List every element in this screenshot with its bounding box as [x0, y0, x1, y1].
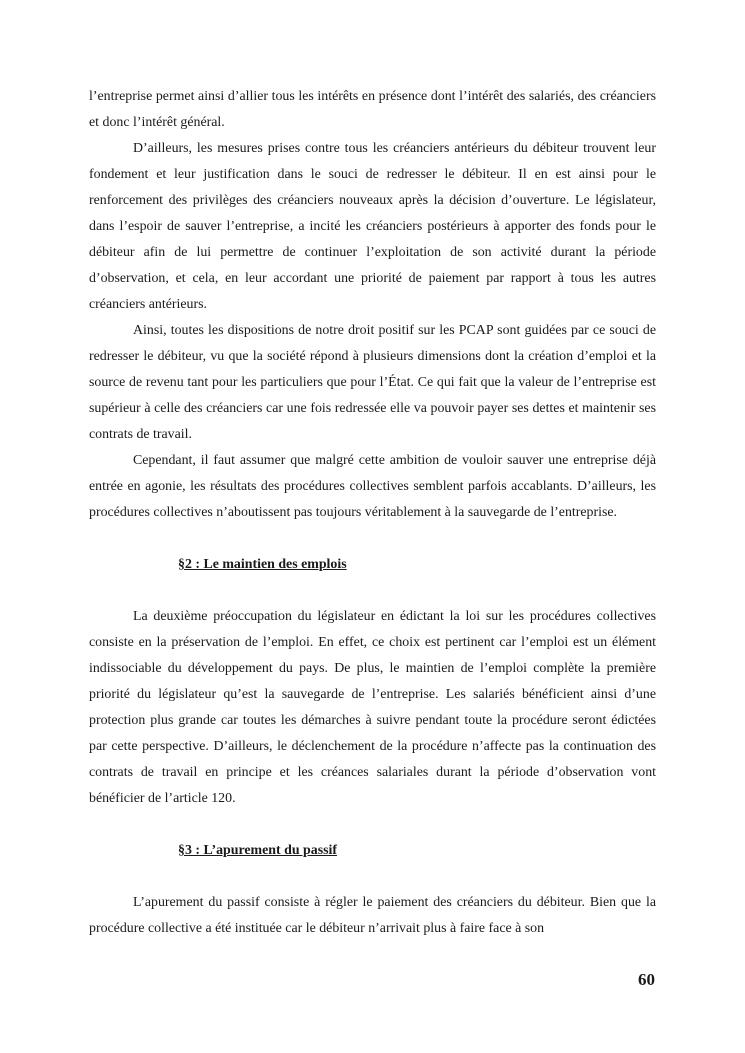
- paragraph-continuation: l’entreprise permet ainsi d’allier tous les intérêts en présence dont l’intérêt des salariés, des créanciers et donc l’intérêt général.: [89, 89, 656, 130]
- page-number: 60: [638, 970, 655, 989]
- paragraph-emplois: La deuxième préoccupation du législateur en édictant la loi sur les procédures collectives consiste en la préservation de l’emploi. En effet, ce choix est pertinent car l’emploi est un élément indissociable du développement du pays. De plus, le maintien de l’emploi complète la première priorité du législateur qu’est la sauvegarde de l’entreprise. Les salariés bénéficient ainsi d’une protection plus grande car toutes les démarches à suivre pendant toute la procédure seront édictées par cette perspective. D’ailleurs, le déclenchement de la procédure n’affecte pas la continuation des contrats de travail en principe et les créances salariales durant la période d’observation vont bénéficier de l’article 120.: [89, 609, 656, 806]
- paragraph-cependant: Cependant, il faut assumer que malgré cette ambition de vouloir sauver une entreprise déjà entrée en agonie, les résultats des procédures collectives semblent parfois accablants. D’ailleurs, les procédures collectives n’aboutissent pas toujours véritablement à la sauvegarde de l’entreprise.: [89, 453, 656, 520]
- paragraph-creanciers: D’ailleurs, les mesures prises contre tous les créanciers antérieurs du débiteur trouvent leur fondement et leur justification dans le souci de redresser le débiteur. Il en est ainsi pour le renforcement des privilèges des créanciers nouveaux après la décision d’ouverture. Le législateur, dans l’espoir de sauver l’entreprise, a incité les créanciers postérieurs à apporter des fonds pour le débiteur afin de lui permettre de continuer l’exploitation de son activité durant la période d’observation, et cela, en leur accordant une priorité de paiement par rapport à tous les autres créanciers antérieurs.: [89, 141, 656, 312]
- paragraph-passif: L’apurement du passif consiste à régler le paiement des créanciers du débiteur. Bien que la procédure collective a été instituée car le débiteur n’arrivait plus à faire face à son: [89, 895, 656, 936]
- document-page: [89, 84, 656, 942]
- paragraph-pcap: Ainsi, toutes les dispositions de notre droit positif sur les PCAP sont guidées par ce souci de redresser le débiteur, vu que la société répond à plusieurs dimensions dont la création d’emploi et la source de revenu tant pour les particuliers que pour l’État. Ce qui fait que la valeur de l’entreprise est supérieur à celle des créanciers car une fois redressée elle va pouvoir payer ses dettes et maintenir ses contrats de travail.: [89, 323, 656, 442]
- section-heading-passif: §3 : L’apurement du passif: [178, 843, 338, 858]
- section-heading-emplois: §2 : Le maintien des emplois: [178, 557, 347, 572]
